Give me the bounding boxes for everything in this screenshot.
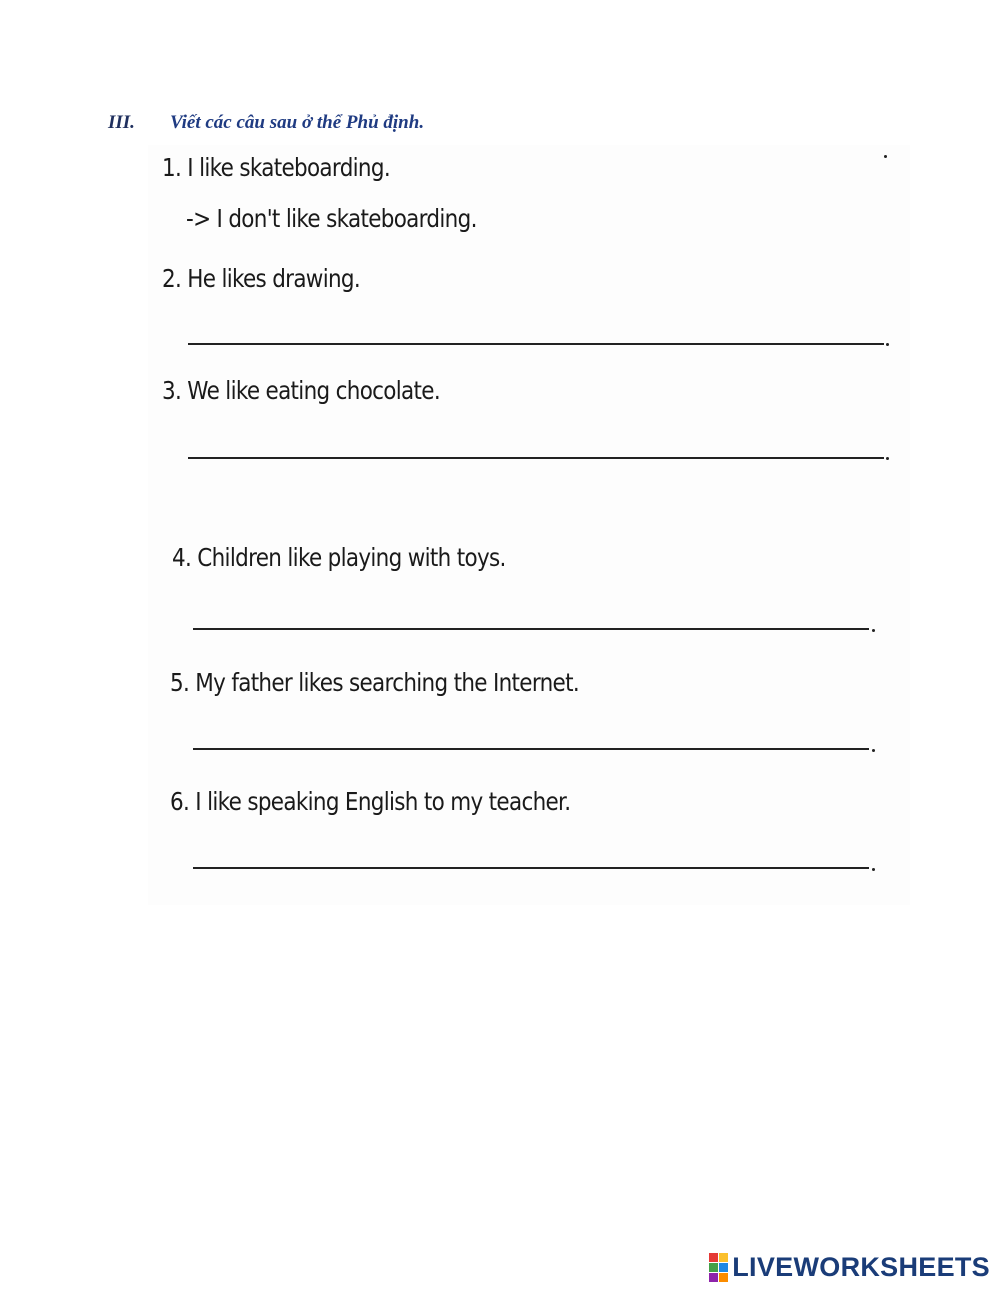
logo-block xyxy=(709,1253,718,1262)
section-header xyxy=(108,112,424,134)
question-5-sentence: 5. My father likes searching the Internet. xyxy=(170,668,579,697)
liveworksheets-logo xyxy=(709,1252,990,1283)
question-4-sentence: 4. Children like playing with toys. xyxy=(172,543,506,572)
answer-line-3[interactable] xyxy=(188,457,884,459)
logo-blocks-icon xyxy=(709,1253,728,1282)
answer-line-5[interactable] xyxy=(193,748,869,750)
answer-line-6[interactable] xyxy=(193,867,869,869)
answer-period-5 xyxy=(872,749,875,752)
answer-line-4[interactable] xyxy=(193,628,869,630)
brand-name: LIVEWORKSHEETS xyxy=(732,1252,990,1282)
logo-block xyxy=(719,1273,728,1282)
logo-block xyxy=(709,1263,718,1272)
logo-block xyxy=(709,1273,718,1282)
scan-speck xyxy=(884,155,887,158)
example-sentence: 1. I like skateboarding. xyxy=(162,153,390,182)
answer-line-2[interactable] xyxy=(188,343,884,345)
section-number: III. xyxy=(108,112,135,133)
example-answer: -> I don't like skateboarding. xyxy=(186,204,477,233)
answer-period-3 xyxy=(886,457,889,460)
section-instruction: Viết các câu sau ở thể Phủ định. xyxy=(170,112,425,133)
logo-block xyxy=(719,1263,728,1272)
answer-period-4 xyxy=(872,629,875,632)
question-2-sentence: 2. He likes drawing. xyxy=(162,264,361,293)
answer-period-2 xyxy=(886,343,889,346)
question-6-sentence: 6. I like speaking English to my teacher. xyxy=(170,787,571,816)
answer-period-6 xyxy=(872,868,875,871)
logo-block xyxy=(719,1253,728,1262)
question-3-sentence: 3. We like eating chocolate. xyxy=(162,376,440,405)
